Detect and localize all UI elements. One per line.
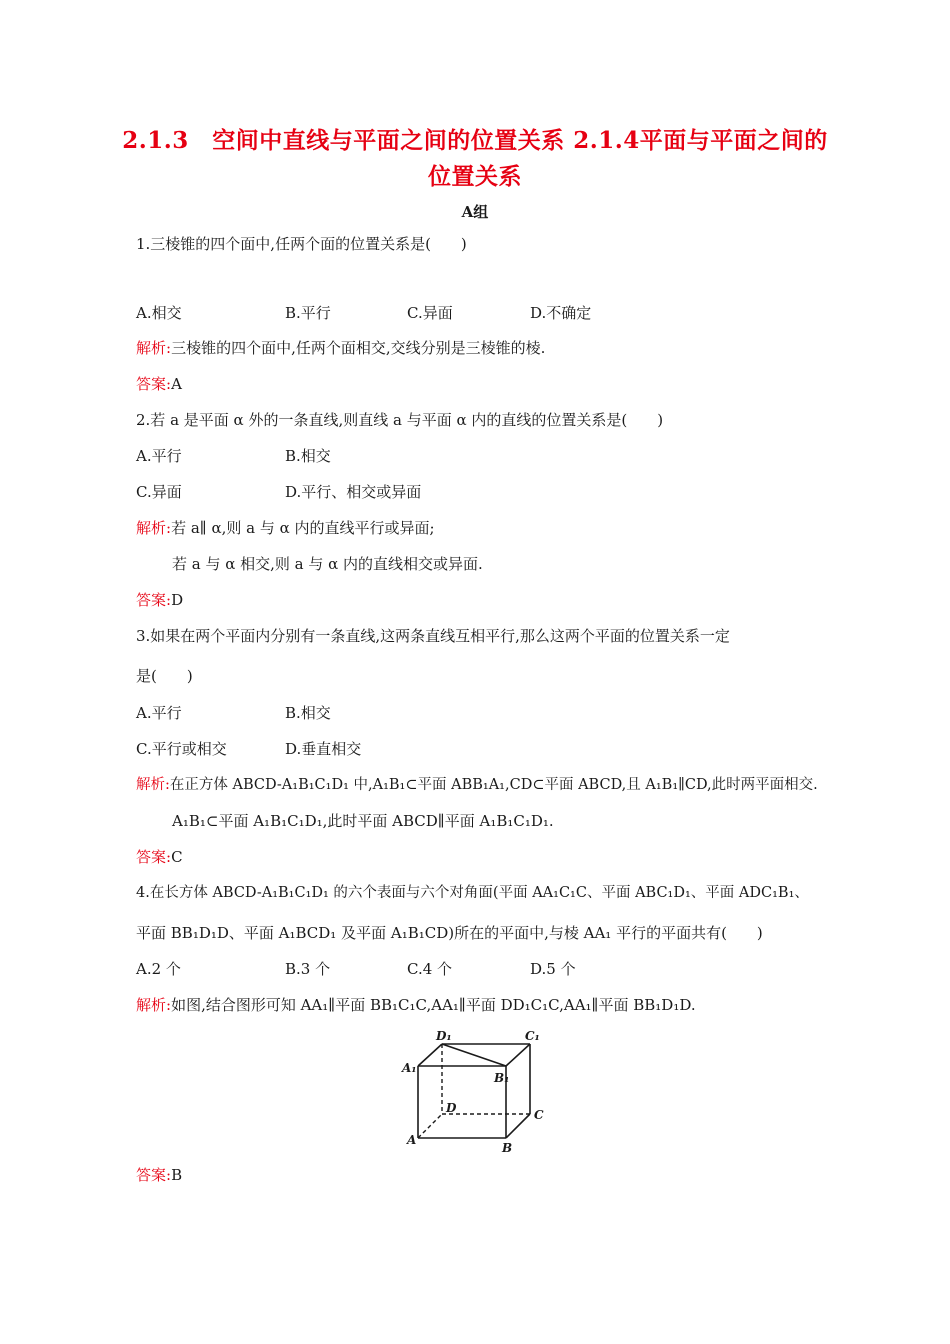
q2-option-c: C.异面 — [136, 483, 182, 501]
analysis-label: 解析: — [136, 996, 172, 1014]
q2-answer — [136, 590, 183, 610]
q2-option-d: D.平行、相交或异面 — [285, 483, 422, 501]
answer-label: 答案: — [136, 848, 172, 866]
q3-option-b: B.相交 — [285, 704, 331, 722]
q4-analysis-text: 如图,结合图形可知 AA₁∥平面 BB₁C₁C,AA₁∥平面 DD₁C₁C,AA₁∥平面 BB₁D₁D. — [171, 996, 696, 1014]
q2-stem: 2.若 a 是平面 α 外的一条直线,则直线 a 与平面 α 内的直线的位置关系是( ) — [136, 411, 664, 429]
q2-option-b: B.相交 — [285, 447, 331, 465]
hidden-edge-ad — [418, 1114, 442, 1138]
label-d1: D₁ — [436, 1029, 452, 1043]
q3-option-d: D.垂直相交 — [285, 740, 362, 758]
q3-analysis-line2: A₁B₁⊂平面 A₁B₁C₁D₁,此时平面 ABCD∥平面 A₁B₁C₁D₁. — [172, 812, 554, 830]
q1-analysis-text: 三棱锥的四个面中,任两个面相交,交线分别是三棱锥的棱. — [171, 339, 546, 357]
q4-stem-line2: 平面 BB₁D₁D、平面 A₁BCD₁ 及平面 A₁B₁CD)所在的平面中,与棱 AA₁ 平行的平面共有( ) — [136, 924, 763, 942]
analysis-label: 解析: — [136, 519, 172, 537]
q4-answer-value: B — [171, 1166, 183, 1184]
q3-analysis-text1: 在正方体 ABCD-A₁B₁C₁D₁ 中,A₁B₁⊂平面 ABB₁A₁,CD⊂平面 ABCD,且 A₁B₁∥CD,此时两平面相交. — [169, 777, 818, 793]
label-c: C — [534, 1108, 544, 1122]
q2-analysis — [136, 518, 435, 538]
label-d: D — [446, 1101, 457, 1115]
answer-label: 答案: — [136, 591, 172, 609]
q3-stem-line2: 是( ) — [136, 667, 193, 685]
q4-option-d: D.5 个 — [530, 960, 576, 978]
page-title-line2: 位置关系 — [428, 163, 522, 190]
q3-answer-value: C — [171, 848, 183, 866]
q3-stem-line1: 3.如果在两个平面内分别有一条直线,这两条直线互相平行,那么这两个平面的位置关系一定 — [136, 627, 730, 645]
q4-option-a: A.2 个 — [136, 960, 181, 978]
edge-a1d1 — [418, 1044, 442, 1066]
q3-answer — [136, 847, 183, 867]
q2-analysis-text1: 若 a∥ α,则 a 与 α 内的直线平行或异面; — [171, 519, 435, 537]
q4-analysis — [136, 995, 696, 1015]
q2-answer-value: D — [171, 591, 184, 609]
label-a1: A₁ — [402, 1061, 417, 1075]
edge-bc — [506, 1114, 530, 1138]
diagonal-d1b1 — [442, 1044, 506, 1066]
q3-analysis — [136, 775, 818, 795]
q2-analysis-line2: 若 a 与 α 相交,则 a 与 α 内的直线相交或异面. — [172, 555, 483, 573]
answer-label: 答案: — [136, 375, 172, 393]
q1-stem: 1.三棱锥的四个面中,任两个面的位置关系是( ) — [136, 235, 467, 253]
edge-b1c1 — [506, 1044, 530, 1066]
label-b1: B₁ — [494, 1071, 510, 1085]
q4-option-c: C.4 个 — [407, 960, 453, 978]
q4-stem-line1: 4.在长方体 ABCD-A₁B₁C₁D₁ 的六个表面与六个对角面(平面 AA₁C₁C、平面 ABC₁D₁、平面 ADC₁B₁、 — [136, 885, 809, 901]
label-c1: C₁ — [525, 1029, 540, 1043]
cuboid-figure — [398, 1026, 558, 1156]
q3-option-c: C.平行或相交 — [136, 740, 227, 758]
q3-option-a: A.平行 — [136, 704, 182, 722]
q1-analysis — [136, 338, 545, 358]
q4-option-b: B.3 个 — [285, 960, 331, 978]
q1-option-c: C.异面 — [407, 304, 453, 322]
q4-answer — [136, 1165, 182, 1185]
q1-option-b: B.平行 — [285, 304, 331, 322]
q2-option-a: A.平行 — [136, 447, 182, 465]
analysis-label: 解析: — [136, 777, 170, 793]
q1-answer-value: A — [171, 375, 182, 393]
q1-option-a: A.相交 — [136, 304, 182, 322]
label-b: B — [502, 1141, 513, 1155]
q1-answer — [136, 374, 182, 394]
group-heading: A组 — [461, 203, 489, 221]
answer-label: 答案: — [136, 1166, 172, 1184]
analysis-label: 解析: — [136, 339, 172, 357]
label-a: A — [407, 1133, 417, 1147]
page-title-line1: 2.1.3 空间中直线与平面之间的位置关系 2.1.4平面与平面之间的 — [122, 127, 828, 154]
q1-option-d: D.不确定 — [530, 304, 592, 322]
